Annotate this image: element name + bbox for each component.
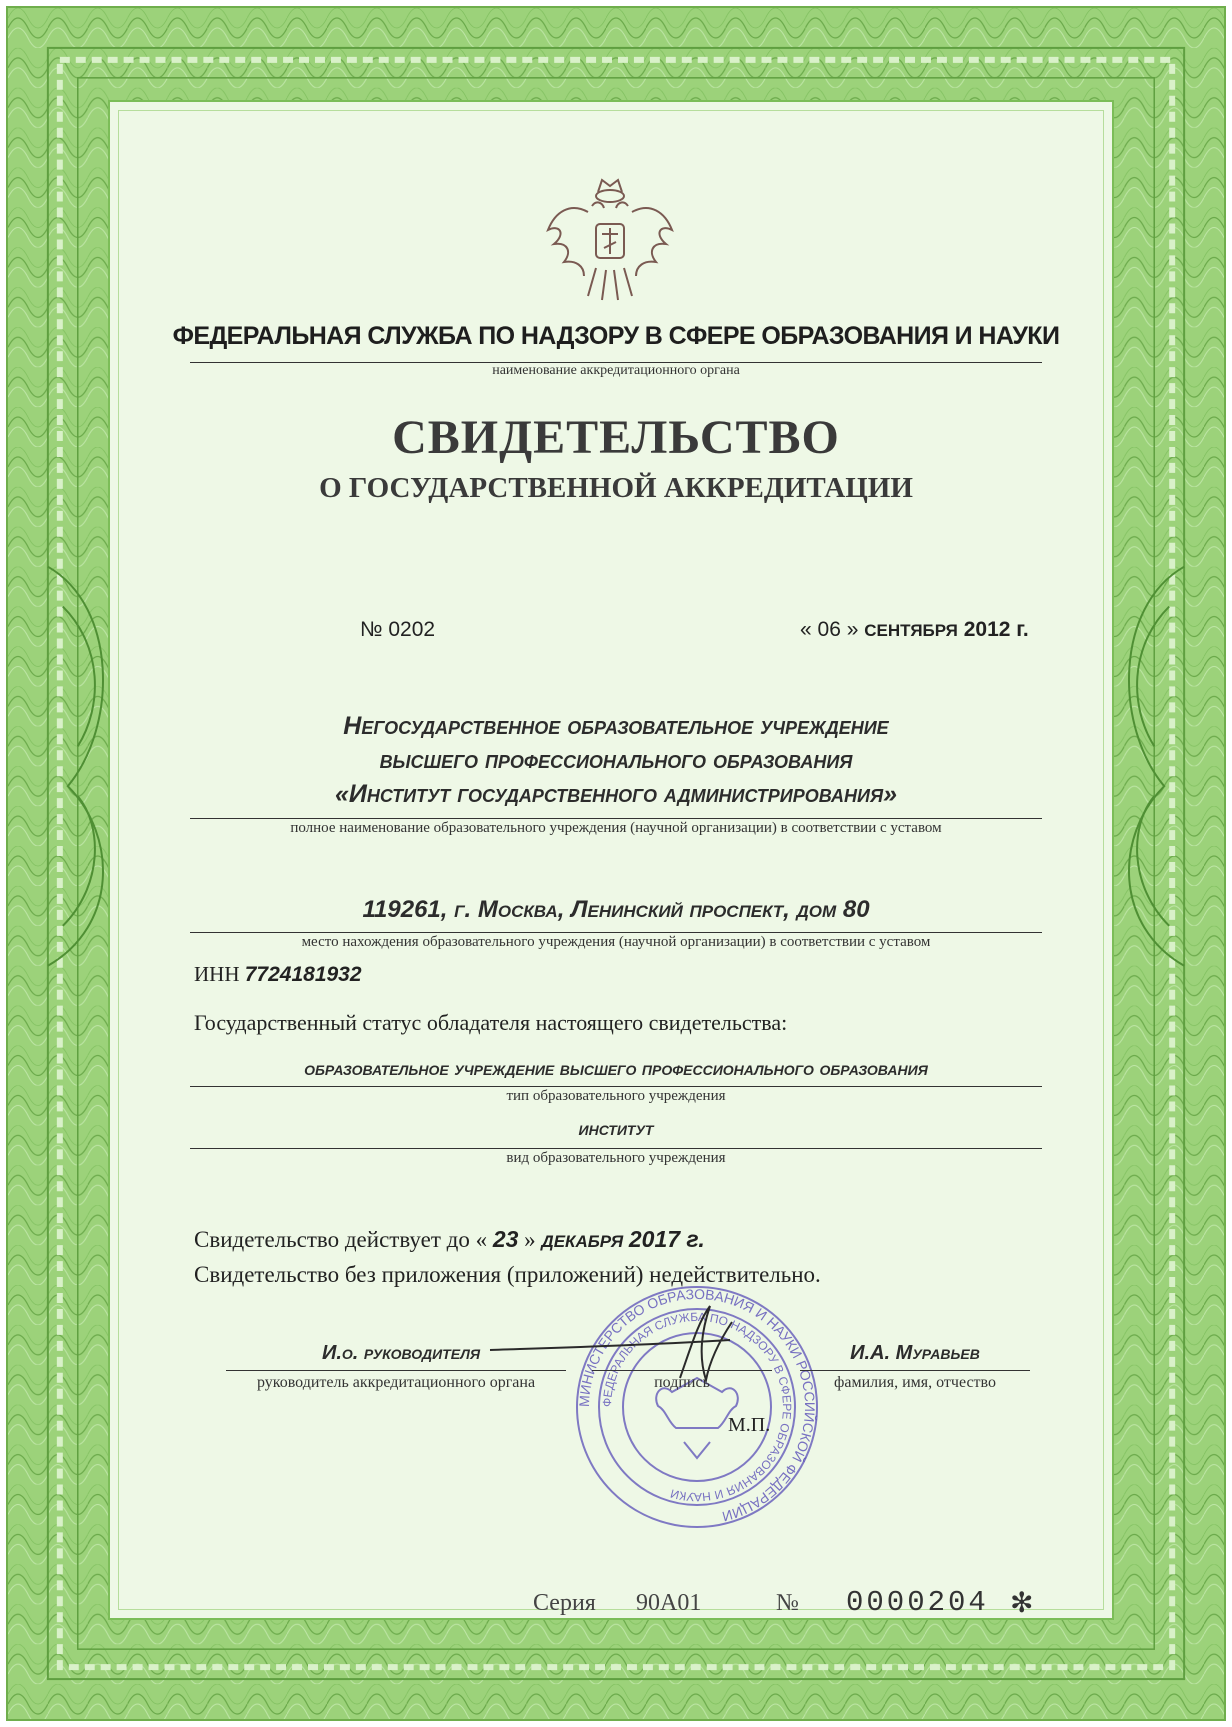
status-label: Государственный статус обладателя настоящего свидетельства:	[194, 1010, 788, 1035]
series-value: 90А01	[636, 1590, 702, 1616]
stamp-label: М.П.	[728, 1414, 771, 1436]
document-title: СВИДЕТЕЛЬСТВО	[392, 411, 840, 464]
date-month: СЕНТЯБРЯ	[864, 621, 958, 640]
inn-label: ИНН	[194, 962, 240, 986]
validity-row	[194, 1226, 705, 1253]
validity-day: 23	[492, 1226, 519, 1252]
validity-year: 2017 г.	[628, 1226, 705, 1252]
validity-month: ДЕКАБРЯ	[541, 1232, 624, 1251]
authority-name: ФЕДЕРАЛЬНАЯ СЛУЖБА ПО НАДЗОРУ В СФЕРЕ ОБРАЗОВАНИЯ И НАУКИ	[172, 322, 1060, 350]
institution-type-caption: тип образовательного учреждения	[506, 1088, 726, 1104]
institution-kind-value: институт	[578, 1118, 654, 1140]
validity-close-quote: »	[524, 1227, 536, 1252]
validity-prefix: Свидетельство действует до	[194, 1227, 470, 1252]
date-open-quote: «	[800, 618, 812, 641]
date-close-quote: »	[846, 618, 859, 641]
signatory-position-caption: руководитель аккредитационного органа	[256, 1374, 536, 1391]
institution-line-3: «Институт государственного администрирования»	[334, 780, 898, 808]
inn-value: 7724181932	[244, 963, 362, 986]
address-value: 119261, г. Москва, Ленинский проспект, дом 80	[362, 896, 870, 923]
signatory-position: И.о. руководителя	[321, 1342, 481, 1364]
signature-caption: подпись	[654, 1374, 710, 1391]
signatory-name-caption: фамилия, имя, отчество	[834, 1374, 996, 1391]
address-caption: место нахождения образовательного учреждения (научной организации) в соответствии с уставом	[301, 934, 931, 950]
asterisk-mark: ✻	[1010, 1588, 1034, 1619]
institution-type-value: образовательное учреждение высшего профессионального образования	[304, 1058, 928, 1080]
institution-line-2: высшего профессионального образования	[379, 746, 853, 774]
certificate-number	[360, 618, 435, 642]
document-subtitle: О ГОСУДАРСТВЕННОЙ АККРЕДИТАЦИИ	[319, 472, 913, 504]
date-year: 2012 г.	[963, 618, 1029, 641]
seal-inner-text: ФЕДЕРАЛЬНАЯ СЛУЖБА ПО НАДЗОРУ В СФЕРЕ ОБРАЗОВАНИЯ И НАУКИ	[599, 1309, 795, 1505]
inn-row	[194, 962, 362, 987]
certificate-date	[800, 618, 1029, 642]
blank-number-label: №	[776, 1590, 799, 1616]
authority-caption: наименование аккредитационного органа	[492, 363, 740, 378]
institution-line-1: Негосударственное образовательное учреждение	[343, 712, 889, 740]
institution-caption: полное наименование образовательного учреждения (научной организации) в соответствии с уставом	[290, 820, 942, 836]
number-prefix: №	[360, 618, 383, 641]
number-value: 0202	[388, 618, 436, 641]
signatory-name: И.А. Муравьев	[850, 1342, 980, 1364]
seal-outer-text: МИНИСТЕРСТВО ОБРАЗОВАНИЯ И НАУКИ РОССИЙСКОЙ ФЕДЕРАЦИИ	[575, 1285, 819, 1525]
validity-open-quote: «	[475, 1227, 488, 1252]
coat-of-arms-emblem	[540, 172, 680, 307]
date-day: 06	[817, 618, 841, 641]
blank-number-value: 0000204	[846, 1586, 989, 1619]
validity-note: Свидетельство без приложения (приложений) недействительно.	[194, 1262, 821, 1287]
series-label: Серия	[533, 1590, 596, 1616]
institution-kind-caption: вид образовательного учреждения	[506, 1150, 726, 1166]
